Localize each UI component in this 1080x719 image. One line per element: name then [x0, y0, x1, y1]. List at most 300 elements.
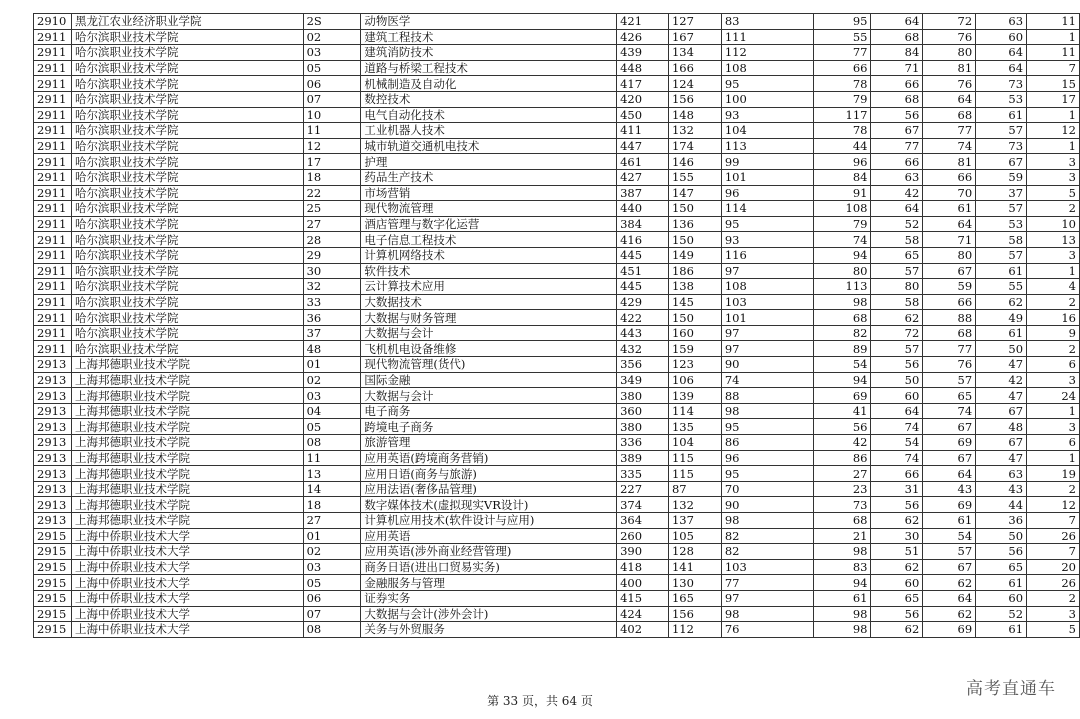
major-code-cell: 06: [303, 590, 361, 606]
score-f-cell: 42: [976, 372, 1027, 388]
score-c-cell: 56: [813, 419, 871, 435]
table-row: [34, 575, 1080, 591]
table-row: [34, 341, 1080, 357]
total-score-cell: 426: [617, 29, 669, 45]
table-row: [34, 513, 1080, 529]
score-c-cell: 117: [813, 107, 871, 123]
major-code-cell: 13: [303, 466, 361, 482]
rank-cell: 17: [1027, 91, 1080, 107]
table-row: [34, 263, 1080, 279]
school-name-cell: 上海邦德职业技术学院: [71, 450, 303, 466]
score-f-cell: 57: [976, 201, 1027, 217]
school-name-cell: 上海邦德职业技术学院: [71, 481, 303, 497]
rank-cell: 3: [1027, 247, 1080, 263]
table-row: [34, 435, 1080, 451]
score-b-cell: 93: [721, 107, 813, 123]
rank-cell: 3: [1027, 419, 1080, 435]
total-score-cell: 415: [617, 590, 669, 606]
score-c-cell: 98: [813, 622, 871, 638]
score-b-cell: 97: [721, 263, 813, 279]
score-a-cell: 105: [668, 528, 721, 544]
school-name-cell: 上海邦德职业技术学院: [71, 372, 303, 388]
major-code-cell: 2S: [303, 14, 361, 30]
score-d-cell: 71: [871, 60, 923, 76]
major-name-cell: 应用英语(涉外商业经营管理): [361, 544, 617, 560]
score-e-cell: 67: [923, 263, 976, 279]
rank-cell: 1: [1027, 403, 1080, 419]
total-score-cell: 349: [617, 372, 669, 388]
total-score-cell: 448: [617, 60, 669, 76]
major-code-cell: 10: [303, 107, 361, 123]
score-e-cell: 80: [923, 247, 976, 263]
major-code-cell: 06: [303, 76, 361, 92]
school-code-cell: 2913: [34, 357, 72, 373]
score-f-cell: 61: [976, 325, 1027, 341]
score-a-cell: 160: [668, 325, 721, 341]
school-name-cell: 哈尔滨职业技术学院: [71, 138, 303, 154]
score-d-cell: 72: [871, 325, 923, 341]
score-b-cell: 99: [721, 154, 813, 170]
score-c-cell: 91: [813, 185, 871, 201]
major-code-cell: 27: [303, 216, 361, 232]
major-name-cell: 金融服务与管理: [361, 575, 617, 591]
major-name-cell: 护理: [361, 154, 617, 170]
score-e-cell: 76: [923, 29, 976, 45]
score-a-cell: 135: [668, 419, 721, 435]
rank-cell: 1: [1027, 29, 1080, 45]
score-f-cell: 59: [976, 169, 1027, 185]
table-row: [34, 169, 1080, 185]
school-code-cell: 2911: [34, 294, 72, 310]
school-name-cell: 哈尔滨职业技术学院: [71, 123, 303, 139]
score-f-cell: 55: [976, 279, 1027, 295]
total-score-cell: 390: [617, 544, 669, 560]
rank-cell: 4: [1027, 279, 1080, 295]
rank-cell: 1: [1027, 450, 1080, 466]
score-f-cell: 73: [976, 76, 1027, 92]
score-e-cell: 57: [923, 372, 976, 388]
score-a-cell: 138: [668, 279, 721, 295]
score-a-cell: 124: [668, 76, 721, 92]
rank-cell: 2: [1027, 341, 1080, 357]
school-name-cell: 上海中侨职业技术大学: [71, 622, 303, 638]
school-code-cell: 2913: [34, 450, 72, 466]
table-row: [34, 185, 1080, 201]
school-name-cell: 上海邦德职业技术学院: [71, 435, 303, 451]
score-d-cell: 57: [871, 341, 923, 357]
score-c-cell: 42: [813, 435, 871, 451]
school-name-cell: 上海邦德职业技术学院: [71, 497, 303, 513]
score-c-cell: 27: [813, 466, 871, 482]
score-c-cell: 55: [813, 29, 871, 45]
score-c-cell: 73: [813, 497, 871, 513]
score-b-cell: 98: [721, 606, 813, 622]
table-row: [34, 232, 1080, 248]
score-e-cell: 67: [923, 419, 976, 435]
score-a-cell: 112: [668, 622, 721, 638]
score-c-cell: 23: [813, 481, 871, 497]
score-b-cell: 98: [721, 403, 813, 419]
score-a-cell: 150: [668, 201, 721, 217]
rank-cell: 26: [1027, 575, 1080, 591]
table-row: [34, 497, 1080, 513]
major-name-cell: 建筑消防技术: [361, 45, 617, 61]
score-e-cell: 61: [923, 201, 976, 217]
major-code-cell: 07: [303, 606, 361, 622]
score-d-cell: 62: [871, 513, 923, 529]
rank-cell: 1: [1027, 263, 1080, 279]
score-c-cell: 96: [813, 154, 871, 170]
school-code-cell: 2915: [34, 606, 72, 622]
score-c-cell: 83: [813, 559, 871, 575]
total-score-cell: 427: [617, 169, 669, 185]
major-name-cell: 电子信息工程技术: [361, 232, 617, 248]
score-a-cell: 87: [668, 481, 721, 497]
rank-cell: 2: [1027, 201, 1080, 217]
school-code-cell: 2913: [34, 388, 72, 404]
score-f-cell: 52: [976, 606, 1027, 622]
major-name-cell: 现代物流管理: [361, 201, 617, 217]
school-code-cell: 2915: [34, 622, 72, 638]
score-a-cell: 132: [668, 497, 721, 513]
score-c-cell: 82: [813, 325, 871, 341]
table-row: [34, 403, 1080, 419]
school-name-cell: 哈尔滨职业技术学院: [71, 216, 303, 232]
total-score-cell: 380: [617, 419, 669, 435]
school-name-cell: 哈尔滨职业技术学院: [71, 294, 303, 310]
score-d-cell: 31: [871, 481, 923, 497]
school-name-cell: 上海邦德职业技术学院: [71, 403, 303, 419]
score-d-cell: 64: [871, 14, 923, 30]
score-b-cell: 103: [721, 559, 813, 575]
score-a-cell: 137: [668, 513, 721, 529]
rank-cell: 6: [1027, 357, 1080, 373]
score-c-cell: 84: [813, 169, 871, 185]
score-d-cell: 62: [871, 622, 923, 638]
score-a-cell: 115: [668, 466, 721, 482]
major-code-cell: 18: [303, 497, 361, 513]
major-name-cell: 商务日语(进出口贸易实务): [361, 559, 617, 575]
total-score-cell: 336: [617, 435, 669, 451]
score-b-cell: 97: [721, 590, 813, 606]
table-row: [34, 357, 1080, 373]
school-name-cell: 上海邦德职业技术学院: [71, 357, 303, 373]
school-name-cell: 上海中侨职业技术大学: [71, 559, 303, 575]
school-name-cell: 哈尔滨职业技术学院: [71, 107, 303, 123]
major-name-cell: 大数据与会计: [361, 325, 617, 341]
score-a-cell: 145: [668, 294, 721, 310]
score-e-cell: 68: [923, 107, 976, 123]
total-score-cell: 451: [617, 263, 669, 279]
score-b-cell: 82: [721, 528, 813, 544]
score-f-cell: 57: [976, 123, 1027, 139]
school-code-cell: 2913: [34, 372, 72, 388]
total-score-cell: 418: [617, 559, 669, 575]
school-code-cell: 2911: [34, 169, 72, 185]
score-b-cell: 111: [721, 29, 813, 45]
score-f-cell: 50: [976, 528, 1027, 544]
score-c-cell: 98: [813, 544, 871, 560]
score-a-cell: 174: [668, 138, 721, 154]
score-b-cell: 112: [721, 45, 813, 61]
major-code-cell: 27: [303, 513, 361, 529]
score-a-cell: 165: [668, 590, 721, 606]
school-code-cell: 2911: [34, 60, 72, 76]
school-code-cell: 2913: [34, 513, 72, 529]
school-name-cell: 上海邦德职业技术学院: [71, 466, 303, 482]
table-row: [34, 388, 1080, 404]
score-b-cell: 95: [721, 216, 813, 232]
score-f-cell: 53: [976, 91, 1027, 107]
school-code-cell: 2911: [34, 232, 72, 248]
score-f-cell: 63: [976, 466, 1027, 482]
major-code-cell: 33: [303, 294, 361, 310]
score-b-cell: 70: [721, 481, 813, 497]
table-row: [34, 216, 1080, 232]
score-d-cell: 68: [871, 29, 923, 45]
score-c-cell: 66: [813, 60, 871, 76]
major-code-cell: 08: [303, 435, 361, 451]
major-name-cell: 现代物流管理(货代): [361, 357, 617, 373]
score-c-cell: 21: [813, 528, 871, 544]
score-a-cell: 114: [668, 403, 721, 419]
score-e-cell: 76: [923, 76, 976, 92]
score-e-cell: 43: [923, 481, 976, 497]
school-code-cell: 2913: [34, 435, 72, 451]
school-name-cell: 黑龙江农业经济职业学院: [71, 14, 303, 30]
score-b-cell: 96: [721, 450, 813, 466]
school-code-cell: 2915: [34, 528, 72, 544]
score-d-cell: 74: [871, 419, 923, 435]
score-d-cell: 80: [871, 279, 923, 295]
score-f-cell: 37: [976, 185, 1027, 201]
school-name-cell: 哈尔滨职业技术学院: [71, 232, 303, 248]
score-a-cell: 155: [668, 169, 721, 185]
major-name-cell: 云计算技术应用: [361, 279, 617, 295]
rank-cell: 11: [1027, 14, 1080, 30]
school-code-cell: 2915: [34, 575, 72, 591]
score-e-cell: 69: [923, 622, 976, 638]
score-d-cell: 60: [871, 575, 923, 591]
table-row: [34, 107, 1080, 123]
score-a-cell: 150: [668, 232, 721, 248]
table-row: [34, 372, 1080, 388]
major-code-cell: 03: [303, 45, 361, 61]
school-name-cell: 哈尔滨职业技术学院: [71, 76, 303, 92]
table-row: [34, 544, 1080, 560]
table-row: [34, 466, 1080, 482]
school-code-cell: 2911: [34, 201, 72, 217]
major-code-cell: 02: [303, 29, 361, 45]
total-score-cell: 364: [617, 513, 669, 529]
rank-cell: 7: [1027, 513, 1080, 529]
score-c-cell: 68: [813, 513, 871, 529]
table-row: [34, 60, 1080, 76]
total-score-cell: 335: [617, 466, 669, 482]
score-f-cell: 61: [976, 263, 1027, 279]
school-code-cell: 2911: [34, 154, 72, 170]
major-name-cell: 大数据与会计(涉外会计): [361, 606, 617, 622]
school-code-cell: 2913: [34, 403, 72, 419]
score-c-cell: 94: [813, 372, 871, 388]
rank-cell: 5: [1027, 622, 1080, 638]
score-e-cell: 67: [923, 450, 976, 466]
score-b-cell: 82: [721, 544, 813, 560]
score-d-cell: 64: [871, 403, 923, 419]
score-e-cell: 59: [923, 279, 976, 295]
rank-cell: 3: [1027, 372, 1080, 388]
major-code-cell: 25: [303, 201, 361, 217]
major-code-cell: 36: [303, 310, 361, 326]
total-score-cell: 389: [617, 450, 669, 466]
major-code-cell: 17: [303, 154, 361, 170]
score-a-cell: 136: [668, 216, 721, 232]
total-score-cell: 429: [617, 294, 669, 310]
score-f-cell: 47: [976, 388, 1027, 404]
score-c-cell: 113: [813, 279, 871, 295]
score-c-cell: 98: [813, 606, 871, 622]
score-c-cell: 108: [813, 201, 871, 217]
rank-cell: 9: [1027, 325, 1080, 341]
score-a-cell: 156: [668, 91, 721, 107]
major-code-cell: 05: [303, 60, 361, 76]
score-e-cell: 71: [923, 232, 976, 248]
total-score-cell: 400: [617, 575, 669, 591]
total-score-cell: 387: [617, 185, 669, 201]
total-score-cell: 461: [617, 154, 669, 170]
school-name-cell: 上海中侨职业技术大学: [71, 575, 303, 591]
total-score-cell: 443: [617, 325, 669, 341]
score-b-cell: 100: [721, 91, 813, 107]
rank-cell: 19: [1027, 466, 1080, 482]
rank-cell: 15: [1027, 76, 1080, 92]
school-name-cell: 哈尔滨职业技术学院: [71, 29, 303, 45]
school-name-cell: 哈尔滨职业技术学院: [71, 45, 303, 61]
score-c-cell: 78: [813, 76, 871, 92]
score-a-cell: 156: [668, 606, 721, 622]
table-row: [34, 247, 1080, 263]
score-b-cell: 113: [721, 138, 813, 154]
score-d-cell: 51: [871, 544, 923, 560]
score-a-cell: 148: [668, 107, 721, 123]
score-f-cell: 62: [976, 294, 1027, 310]
score-f-cell: 61: [976, 622, 1027, 638]
score-e-cell: 66: [923, 169, 976, 185]
major-name-cell: 国际金融: [361, 372, 617, 388]
score-d-cell: 67: [871, 123, 923, 139]
major-name-cell: 跨境电子商务: [361, 419, 617, 435]
school-code-cell: 2913: [34, 466, 72, 482]
total-score-cell: 439: [617, 45, 669, 61]
score-f-cell: 61: [976, 107, 1027, 123]
score-e-cell: 66: [923, 294, 976, 310]
total-score-cell: 440: [617, 201, 669, 217]
score-a-cell: 150: [668, 310, 721, 326]
score-f-cell: 47: [976, 450, 1027, 466]
score-d-cell: 57: [871, 263, 923, 279]
score-e-cell: 65: [923, 388, 976, 404]
major-name-cell: 计算机网络技术: [361, 247, 617, 263]
score-b-cell: 88: [721, 388, 813, 404]
major-name-cell: 计算机应用技术(软件设计与应用): [361, 513, 617, 529]
rank-cell: 13: [1027, 232, 1080, 248]
score-a-cell: 123: [668, 357, 721, 373]
score-b-cell: 104: [721, 123, 813, 139]
rank-cell: 1: [1027, 138, 1080, 154]
major-code-cell: 48: [303, 341, 361, 357]
score-e-cell: 68: [923, 325, 976, 341]
score-f-cell: 49: [976, 310, 1027, 326]
rank-cell: 10: [1027, 216, 1080, 232]
major-name-cell: 证券实务: [361, 590, 617, 606]
major-name-cell: 道路与桥梁工程技术: [361, 60, 617, 76]
major-code-cell: 29: [303, 247, 361, 263]
score-f-cell: 67: [976, 403, 1027, 419]
rank-cell: 6: [1027, 435, 1080, 451]
major-code-cell: 03: [303, 388, 361, 404]
score-d-cell: 63: [871, 169, 923, 185]
table-row: [34, 14, 1080, 30]
rank-cell: 2: [1027, 590, 1080, 606]
major-name-cell: 药品生产技术: [361, 169, 617, 185]
school-code-cell: 2911: [34, 107, 72, 123]
score-table: [33, 13, 1080, 638]
score-c-cell: 79: [813, 91, 871, 107]
score-c-cell: 98: [813, 294, 871, 310]
score-d-cell: 56: [871, 497, 923, 513]
score-c-cell: 74: [813, 232, 871, 248]
major-name-cell: 机械制造及自动化: [361, 76, 617, 92]
total-score-cell: 450: [617, 107, 669, 123]
major-name-cell: 飞机机电设备维修: [361, 341, 617, 357]
major-name-cell: 工业机器人技术: [361, 123, 617, 139]
school-code-cell: 2913: [34, 481, 72, 497]
total-score-cell: 445: [617, 279, 669, 295]
page-number: 第 33 页，共 64 页: [487, 694, 593, 708]
score-d-cell: 30: [871, 528, 923, 544]
score-a-cell: 127: [668, 14, 721, 30]
score-c-cell: 54: [813, 357, 871, 373]
major-code-cell: 37: [303, 325, 361, 341]
major-name-cell: 建筑工程技术: [361, 29, 617, 45]
rank-cell: 3: [1027, 606, 1080, 622]
major-code-cell: 02: [303, 544, 361, 560]
score-e-cell: 81: [923, 154, 976, 170]
score-f-cell: 64: [976, 45, 1027, 61]
score-f-cell: 44: [976, 497, 1027, 513]
school-code-cell: 2911: [34, 138, 72, 154]
score-b-cell: 76: [721, 622, 813, 638]
score-b-cell: 83: [721, 14, 813, 30]
score-a-cell: 139: [668, 388, 721, 404]
table-row: [34, 123, 1080, 139]
table-row: [34, 419, 1080, 435]
score-a-cell: 106: [668, 372, 721, 388]
score-f-cell: 47: [976, 357, 1027, 373]
table-row: [34, 559, 1080, 575]
score-e-cell: 72: [923, 14, 976, 30]
school-code-cell: 2913: [34, 497, 72, 513]
score-c-cell: 44: [813, 138, 871, 154]
major-name-cell: 城市轨道交通机电技术: [361, 138, 617, 154]
score-b-cell: 114: [721, 201, 813, 217]
score-d-cell: 74: [871, 450, 923, 466]
score-e-cell: 74: [923, 138, 976, 154]
score-f-cell: 65: [976, 559, 1027, 575]
score-a-cell: 147: [668, 185, 721, 201]
score-b-cell: 95: [721, 76, 813, 92]
major-name-cell: 应用法语(奢侈品管理): [361, 481, 617, 497]
